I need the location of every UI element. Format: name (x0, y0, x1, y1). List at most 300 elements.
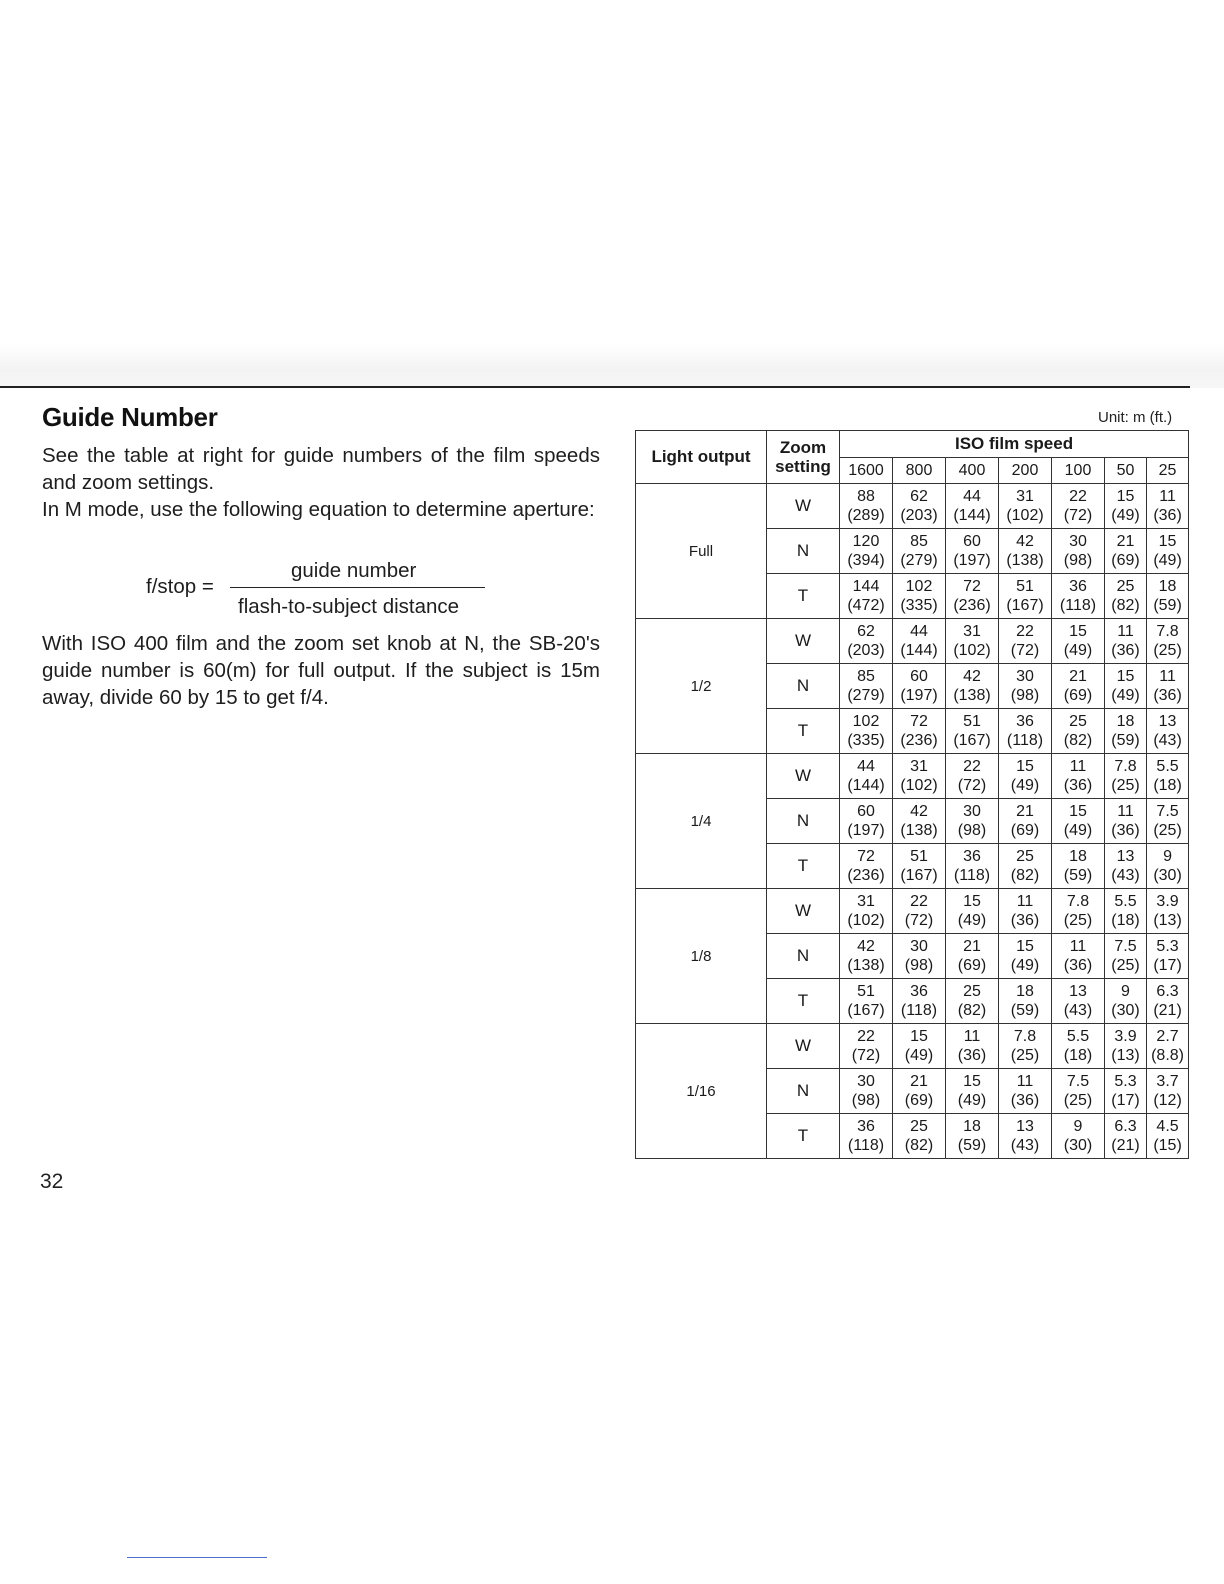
zoom-setting-cell: T (767, 844, 840, 889)
guide-number-meters: 6.3 (1156, 983, 1179, 1000)
guide-number-meters: 3.9 (1156, 893, 1179, 910)
guide-number-feet: (144) (847, 777, 885, 794)
guide-number-feet: (98) (957, 822, 987, 839)
guide-number-cell (1052, 754, 1105, 799)
guide-number-meters: 3.9 (1114, 1028, 1137, 1045)
guide-number-feet: (98) (1063, 552, 1093, 569)
guide-number-meters: 85 (857, 668, 875, 685)
guide-number-meters: 15 (1069, 803, 1087, 820)
iso-speed-header: 50 (1105, 458, 1147, 484)
guide-number-feet: (98) (1010, 687, 1040, 704)
guide-number-feet: (36) (957, 1047, 987, 1064)
guide-number-meters: 13 (1158, 713, 1177, 730)
guide-number-meters: 36 (910, 983, 928, 1000)
guide-number-feet: (203) (900, 507, 938, 524)
guide-number-meters: 7.8 (1114, 758, 1137, 775)
guide-number-cell (946, 979, 999, 1024)
guide-number-meters: 30 (963, 803, 981, 820)
guide-number-cell (840, 529, 893, 574)
guide-number-cell (946, 529, 999, 574)
guide-number-feet: (13) (1153, 912, 1182, 929)
guide-number-feet: (49) (957, 912, 987, 929)
guide-number-cell (1105, 934, 1147, 979)
guide-number-meters: 51 (910, 848, 928, 865)
guide-number-meters: 144 (852, 578, 880, 595)
guide-number-meters: 21 (963, 938, 981, 955)
guide-number-cell (999, 574, 1052, 619)
guide-number-cell (840, 934, 893, 979)
guide-number-meters: 11 (963, 1028, 981, 1045)
guide-number-cell (1105, 799, 1147, 844)
guide-number-meters: 11 (1069, 938, 1087, 955)
guide-number-feet: (144) (953, 507, 991, 524)
guide-number-feet: (98) (904, 957, 934, 974)
guide-number-feet: (72) (1063, 507, 1093, 524)
guide-number-cell (840, 1114, 893, 1159)
guide-number-cell (893, 754, 946, 799)
guide-number-meters: 22 (1069, 488, 1087, 505)
guide-number-feet: (394) (847, 552, 885, 569)
light-output-cell: 1/16 (636, 1024, 767, 1159)
guide-number-cell (1147, 754, 1189, 799)
guide-number-cell (840, 664, 893, 709)
guide-number-feet: (69) (904, 1092, 934, 1109)
guide-number-feet: (59) (1010, 1002, 1040, 1019)
header-light-output: Light output (636, 431, 767, 484)
guide-number-feet: (49) (1111, 687, 1140, 704)
guide-number-cell (840, 799, 893, 844)
guide-number-cell (840, 754, 893, 799)
guide-number-feet: (197) (953, 552, 991, 569)
guide-number-feet: (82) (1010, 867, 1040, 884)
guide-number-meters: 44 (857, 758, 875, 775)
fraction-bar (230, 587, 485, 588)
guide-number-meters: 13 (1069, 983, 1087, 1000)
guide-number-cell (946, 709, 999, 754)
guide-number-meters: 15 (1016, 758, 1034, 775)
guide-number-feet: (30) (1063, 1137, 1093, 1154)
guide-number-cell (999, 979, 1052, 1024)
guide-number-feet: (82) (1063, 732, 1093, 749)
guide-number-cell (1147, 484, 1189, 529)
guide-number-meters: 15 (1069, 623, 1087, 640)
guide-number-meters: 21 (910, 1073, 928, 1090)
guide-number-meters: 25 (1116, 578, 1135, 595)
guide-number-cell (946, 619, 999, 664)
guide-number-cell (1105, 709, 1147, 754)
guide-number-feet: (36) (1063, 777, 1093, 794)
guide-number-feet: (82) (1111, 597, 1140, 614)
guide-number-meters: 7.5 (1066, 1073, 1090, 1090)
table-row (636, 484, 1189, 529)
guide-number-feet: (25) (1063, 912, 1093, 929)
guide-number-meters: 42 (857, 938, 875, 955)
bottom-rule (127, 1557, 267, 1558)
table-row (636, 1024, 1189, 1069)
guide-number-cell (840, 574, 893, 619)
guide-number-cell (999, 889, 1052, 934)
zoom-setting-cell: N (767, 934, 840, 979)
guide-number-cell (999, 754, 1052, 799)
guide-number-meters: 72 (963, 578, 981, 595)
guide-number-cell (999, 664, 1052, 709)
guide-number-cell (1147, 1024, 1189, 1069)
guide-number-feet: (69) (1063, 687, 1093, 704)
guide-number-cell (946, 664, 999, 709)
zoom-setting-cell: W (767, 889, 840, 934)
guide-number-meters: 31 (857, 893, 875, 910)
guide-number-feet: (102) (900, 777, 938, 794)
guide-number-cell (893, 889, 946, 934)
guide-number-feet: (138) (953, 687, 991, 704)
guide-number-feet: (197) (847, 822, 885, 839)
guide-number-meters: 30 (910, 938, 928, 955)
guide-number-feet: (138) (1006, 552, 1044, 569)
guide-number-feet: (118) (1006, 732, 1044, 749)
guide-number-cell (999, 484, 1052, 529)
guide-number-feet: (203) (847, 642, 885, 659)
guide-number-meters: 7.8 (1156, 623, 1179, 640)
guide-number-meters: 11 (1159, 488, 1176, 505)
guide-number-cell (1147, 664, 1189, 709)
guide-number-meters: 102 (905, 578, 933, 595)
table-row (636, 754, 1189, 799)
guide-number-meters: 25 (963, 983, 981, 1000)
guide-number-cell (840, 709, 893, 754)
iso-speed-header: 25 (1147, 458, 1189, 484)
guide-number-cell (840, 1024, 893, 1069)
guide-number-feet: (36) (1153, 507, 1182, 524)
zoom-setting-cell: N (767, 799, 840, 844)
guide-number-meters: 15 (1116, 668, 1135, 685)
guide-number-meters: 18 (1116, 713, 1135, 730)
light-output-cell: 1/2 (636, 619, 767, 754)
guide-number-feet: (43) (1153, 732, 1182, 749)
guide-number-meters: 15 (1158, 533, 1177, 550)
guide-number-meters: 18 (963, 1118, 981, 1135)
light-output-cell: Full (636, 484, 767, 619)
zoom-setting-cell: T (767, 979, 840, 1024)
guide-number-meters: 44 (963, 488, 981, 505)
guide-number-feet: (21) (1153, 1002, 1182, 1019)
guide-number-cell (1052, 574, 1105, 619)
guide-number-meters: 22 (963, 758, 981, 775)
guide-number-cell (1052, 1114, 1105, 1159)
guide-number-feet: (17) (1111, 1092, 1140, 1109)
guide-number-cell (893, 664, 946, 709)
guide-number-meters: 11 (1069, 758, 1087, 775)
guide-number-feet: (138) (900, 822, 938, 839)
guide-number-feet: (25) (1111, 957, 1140, 974)
guide-number-meters: 36 (1069, 578, 1087, 595)
guide-number-cell (1147, 574, 1189, 619)
guide-number-feet: (69) (1111, 552, 1140, 569)
guide-number-feet: (25) (1111, 777, 1140, 794)
guide-number-feet: (279) (847, 687, 885, 704)
guide-number-meters: 72 (910, 713, 928, 730)
guide-number-meters: 7.8 (1066, 893, 1090, 910)
guide-number-cell (1105, 484, 1147, 529)
guide-number-cell (946, 934, 999, 979)
guide-number-meters: 13 (1016, 1118, 1034, 1135)
guide-number-meters: 7.5 (1114, 938, 1137, 955)
guide-number-meters: 102 (852, 713, 880, 730)
guide-number-cell (893, 934, 946, 979)
guide-number-cell (946, 574, 999, 619)
guide-number-meters: 15 (910, 1028, 928, 1045)
guide-number-meters: 3.7 (1156, 1073, 1179, 1090)
guide-number-meters: 2.7 (1156, 1028, 1179, 1045)
iso-speed-header: 100 (1052, 458, 1105, 484)
guide-number-meters: 11 (1159, 668, 1176, 685)
guide-number-feet: (72) (1010, 642, 1040, 659)
guide-number-cell (893, 1069, 946, 1114)
guide-number-feet: (18) (1153, 777, 1182, 794)
guide-number-cell (840, 889, 893, 934)
iso-speed-header: 400 (946, 458, 999, 484)
guide-number-feet: (236) (900, 732, 938, 749)
guide-number-feet: (36) (1010, 912, 1040, 929)
guide-number-feet: (49) (1153, 552, 1182, 569)
guide-number-cell (1052, 844, 1105, 889)
guide-number-meters: 11 (1117, 803, 1134, 820)
guide-number-cell (893, 619, 946, 664)
guide-number-cell (946, 799, 999, 844)
guide-number-feet: (72) (904, 912, 934, 929)
equation-numerator: guide number (291, 559, 417, 582)
zoom-setting-cell: T (767, 574, 840, 619)
guide-number-feet: (25) (1010, 1047, 1040, 1064)
guide-number-meters: 22 (857, 1028, 875, 1045)
guide-number-feet: (197) (900, 687, 938, 704)
guide-number-feet: (82) (904, 1137, 934, 1154)
zoom-setting-cell: N (767, 1069, 840, 1114)
guide-number-meters: 9 (1121, 983, 1130, 1000)
guide-number-cell (1105, 754, 1147, 799)
guide-number-meters: 5.5 (1066, 1028, 1090, 1045)
guide-number-feet: (279) (900, 552, 938, 569)
bleed-through-band (0, 344, 1224, 388)
guide-number-meters: 60 (857, 803, 875, 820)
guide-number-meters: 42 (910, 803, 928, 820)
guide-number-feet: (25) (1153, 642, 1182, 659)
guide-number-meters: 13 (1116, 848, 1135, 865)
guide-number-meters: 30 (1069, 533, 1087, 550)
equation-lhs: f/stop = (146, 575, 214, 598)
guide-number-cell (999, 934, 1052, 979)
guide-number-meters: 21 (1069, 668, 1087, 685)
guide-number-cell (1105, 619, 1147, 664)
guide-number-feet: (335) (900, 597, 938, 614)
table-row (636, 619, 1189, 664)
guide-number-cell (1105, 574, 1147, 619)
zoom-setting-cell: W (767, 619, 840, 664)
iso-speed-header: 200 (999, 458, 1052, 484)
guide-number-meters: 18 (1016, 983, 1034, 1000)
guide-number-feet: (36) (1010, 1092, 1040, 1109)
guide-number-meters: 5.5 (1114, 893, 1137, 910)
zoom-setting-cell: W (767, 1024, 840, 1069)
guide-number-feet: (236) (953, 597, 991, 614)
zoom-setting-cell: N (767, 664, 840, 709)
guide-number-feet: (59) (957, 1137, 987, 1154)
table-row (636, 889, 1189, 934)
guide-number-cell (999, 529, 1052, 574)
guide-number-cell (1105, 844, 1147, 889)
zoom-setting-cell: W (767, 484, 840, 529)
guide-number-feet: (13) (1111, 1047, 1140, 1064)
guide-number-feet: (49) (1010, 957, 1040, 974)
intro-text: See the table at right for guide numbers of the film speeds and zoom settings. (42, 444, 600, 494)
guide-number-meters: 36 (1016, 713, 1034, 730)
guide-number-cell (1052, 1069, 1105, 1114)
guide-number-cell (999, 1114, 1052, 1159)
guide-number-feet: (59) (1063, 867, 1093, 884)
guide-number-cell (840, 844, 893, 889)
guide-number-cell (999, 1069, 1052, 1114)
intro-paragraph (42, 442, 600, 523)
guide-number-meters: 18 (1069, 848, 1087, 865)
guide-number-meters: 22 (910, 893, 928, 910)
guide-number-cell (893, 1024, 946, 1069)
guide-number-feet: (167) (1006, 597, 1044, 614)
guide-number-cell (893, 799, 946, 844)
guide-number-cell (1052, 529, 1105, 574)
guide-number-feet: (98) (851, 1092, 881, 1109)
guide-number-cell (1147, 529, 1189, 574)
equation-denominator: flash-to-subject distance (238, 595, 460, 618)
guide-number-feet: (167) (847, 1002, 885, 1019)
guide-number-feet: (102) (1006, 507, 1044, 524)
guide-number-meters: 15 (1116, 488, 1135, 505)
guide-number-cell (1147, 1069, 1189, 1114)
guide-number-cell (1105, 1024, 1147, 1069)
guide-number-feet: (144) (900, 642, 938, 659)
guide-number-meters: 25 (1016, 848, 1034, 865)
zoom-setting-cell: T (767, 709, 840, 754)
guide-number-cell (999, 1024, 1052, 1069)
guide-number-cell (893, 844, 946, 889)
guide-number-feet: (59) (1153, 597, 1182, 614)
guide-number-meters: 51 (1016, 578, 1034, 595)
iso-speed-header: 800 (893, 458, 946, 484)
guide-number-cell (946, 754, 999, 799)
guide-number-meters: 31 (963, 623, 981, 640)
guide-number-feet: (17) (1153, 957, 1182, 974)
top-divider (0, 386, 1190, 388)
guide-number-cell (1105, 1069, 1147, 1114)
guide-number-cell (893, 574, 946, 619)
guide-number-cell (1147, 709, 1189, 754)
guide-number-feet: (30) (1111, 1002, 1140, 1019)
guide-number-cell (1105, 1114, 1147, 1159)
guide-number-cell (840, 979, 893, 1024)
guide-number-meters: 60 (910, 668, 928, 685)
guide-number-cell (840, 484, 893, 529)
guide-number-feet: (69) (957, 957, 987, 974)
guide-number-feet: (118) (900, 1002, 938, 1019)
guide-number-meters: 42 (1016, 533, 1034, 550)
guide-number-cell (1147, 1114, 1189, 1159)
guide-number-feet: (49) (1010, 777, 1040, 794)
guide-number-feet: (236) (847, 867, 885, 884)
guide-number-meters: 7.8 (1013, 1028, 1037, 1045)
guide-number-cell (1052, 619, 1105, 664)
guide-number-feet: (335) (847, 732, 885, 749)
page-number: 32 (40, 1170, 64, 1193)
guide-number-feet: (72) (957, 777, 987, 794)
guide-number-meters: 15 (963, 893, 981, 910)
guide-number-feet: (102) (847, 912, 885, 929)
guide-number-feet: (289) (847, 507, 885, 524)
zoom-setting-cell: W (767, 754, 840, 799)
guide-number-meters: 9 (1163, 848, 1172, 865)
guide-number-feet: (43) (1111, 867, 1140, 884)
guide-number-feet: (102) (953, 642, 991, 659)
guide-number-meters: 62 (910, 488, 928, 505)
guide-number-meters: 11 (1016, 893, 1034, 910)
guide-number-feet: (36) (1063, 957, 1093, 974)
guide-number-cell (1052, 664, 1105, 709)
guide-number-cell (840, 619, 893, 664)
guide-number-feet: (472) (847, 597, 885, 614)
zoom-setting-cell: T (767, 1114, 840, 1159)
guide-number-feet: (118) (1059, 597, 1097, 614)
guide-number-feet: (12) (1153, 1092, 1182, 1109)
guide-number-feet: (18) (1111, 912, 1140, 929)
guide-number-feet: (21) (1111, 1137, 1140, 1154)
guide-number-feet: (43) (1010, 1137, 1040, 1154)
header-zoom-setting: Zoom setting (767, 431, 840, 484)
guide-number-meters: 9 (1073, 1118, 1083, 1135)
guide-number-cell (999, 709, 1052, 754)
guide-number-cell (946, 484, 999, 529)
guide-number-feet: (25) (1153, 822, 1182, 839)
guide-number-meters: 15 (963, 1073, 981, 1090)
guide-number-cell (946, 1024, 999, 1069)
guide-number-cell (1052, 1024, 1105, 1069)
guide-number-feet: (15) (1153, 1137, 1182, 1154)
guide-number-feet: (167) (953, 732, 991, 749)
guide-number-feet: (118) (953, 867, 991, 884)
guide-number-feet: (25) (1063, 1092, 1093, 1109)
guide-number-cell (1105, 889, 1147, 934)
guide-number-cell (893, 1114, 946, 1159)
guide-number-feet: (59) (1111, 732, 1140, 749)
guide-number-meters: 31 (910, 758, 928, 775)
guide-number-meters: 5.3 (1156, 938, 1179, 955)
guide-number-cell (946, 1069, 999, 1114)
guide-number-feet: (69) (1010, 822, 1040, 839)
guide-number-meters: 6.3 (1114, 1118, 1137, 1135)
guide-number-cell (1052, 709, 1105, 754)
guide-number-meters: 42 (963, 668, 981, 685)
guide-number-feet: (49) (1063, 642, 1093, 659)
guide-number-table (635, 430, 1189, 1159)
guide-number-meters: 22 (1016, 623, 1034, 640)
guide-number-feet: (118) (847, 1137, 885, 1154)
guide-number-meters: 85 (910, 533, 928, 550)
guide-number-meters: 15 (1016, 938, 1034, 955)
guide-number-meters: 21 (1016, 803, 1034, 820)
guide-number-cell (1052, 934, 1105, 979)
guide-number-feet: (36) (1111, 822, 1140, 839)
guide-number-meters: 30 (857, 1073, 875, 1090)
guide-number-feet: (30) (1153, 867, 1182, 884)
guide-number-cell (893, 979, 946, 1024)
guide-number-meters: 44 (910, 623, 928, 640)
guide-number-feet: (36) (1153, 687, 1182, 704)
